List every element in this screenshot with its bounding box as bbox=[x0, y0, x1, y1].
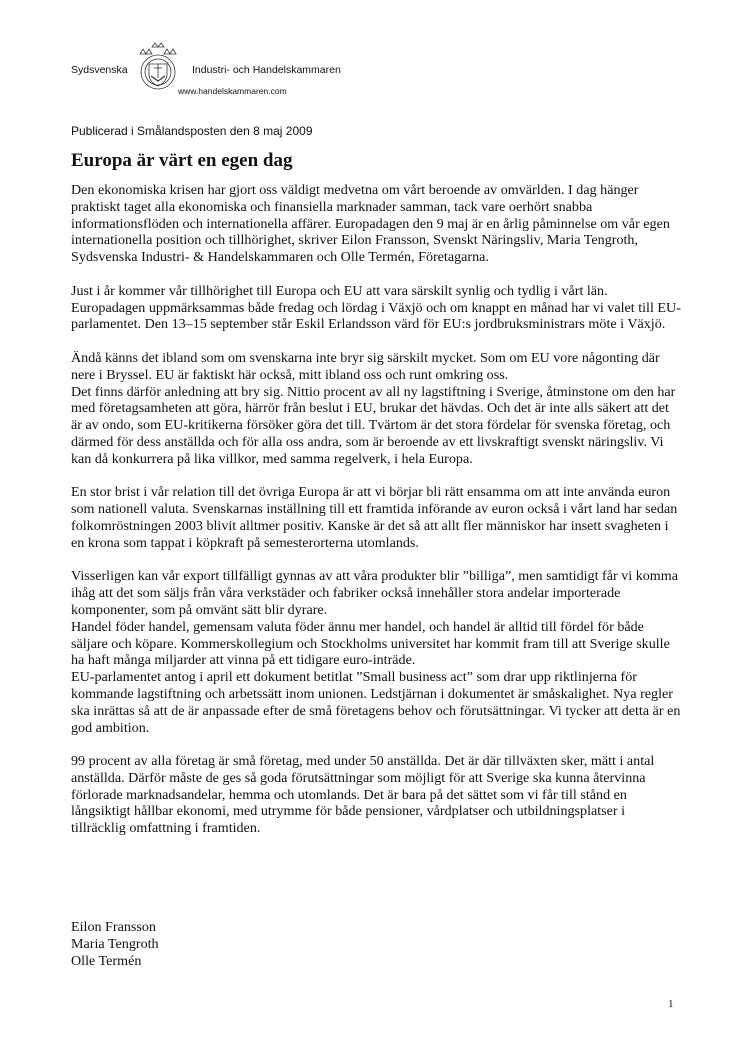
paragraph-text: En stor brist i vår relation till det övriga Europa är att vi börjar bli rätt ensamma om att inte använda euron som nationell valuta. Svenskarnas inställning till ett framtida införande av euron också i vårt land har sedan folkomröstningen 2003 blivit alltmer positiv. Kanske är det så att allt fler människor har insett svagheten i en krona som tappat i köpkraft på semesterorterna utomlands. bbox=[71, 484, 678, 551]
signature-name: Olle Termén bbox=[71, 952, 142, 969]
paragraph bbox=[71, 350, 681, 468]
paragraph bbox=[71, 753, 681, 837]
paragraph-text: 99 procent av alla företag är små företag, med under 50 anställda. Det är där tillväxten sker, mätt i antal anställda. Därför måste de ges så goda förutsättningar som möjligt för att Sverige ska kunna återvinna förlorade marknadsandelar, hemma och utomlands. Det är bara på det sättet som vi får till stånd en långsiktigt hållbar ekonomi, med utrymme för både pensioner, vårdplatser och utbildningsplatser i tillräcklig omfattning i framtiden. bbox=[71, 753, 655, 837]
paragraph-text: Ändå känns det ibland som om svenskarna inte bryr sig särskilt mycket. Som om EU vore någonting där nere i Bryssel. EU är faktiskt här också, mitt ibland oss och runt omkring oss. bbox=[71, 349, 660, 383]
paragraph-text: EU-parlamentet antog i april ett dokument betitlat ”Small business act” som drar upp riktlinjerna för kommande lagstiftning och arbetssätt inom unionen. Ledstjärnan i dokumentet är småskalighet. Nya regler ska inrättas så att de är anpassade efter de små företagens behov och förutsättningar. Vi tycker att detta är en god ambition. bbox=[71, 669, 681, 736]
article-title: Europa är värt en egen dag bbox=[71, 150, 293, 171]
signature-name: Maria Tengroth bbox=[71, 935, 159, 952]
letterhead bbox=[71, 40, 471, 100]
paragraph bbox=[71, 182, 681, 266]
paragraph-text: Det finns därför anledning att bry sig. Nittio procent av all ny lagstiftning i Sverige, åtminstone om den har med företagsamheten att göra, härrör från beslut i EU, brukar det hävdas. Och det är inte alls säkert att det är av ondo, som EU-kritikerna försöker göra det till. Tvärtom är det stora fördelar för svenska företag, och därmed för dess anställda och för alla oss andra, som är beroende av ett livskraftigt svenskt näringsliv. Vi kan då konkurrera på lika villkor, med samma regelverk, i hela Europa. bbox=[71, 383, 676, 467]
publication-note: Publicerad i Smålandsposten den 8 maj 2009 bbox=[71, 124, 313, 138]
paragraph-text: Visserligen kan vår export tillfälligt gynnas av att våra produkter blir ”billiga”, men samtidigt får vi komma ihåg att det som säljs från våra verkstäder och fabriker också innehåller stora andelar importerade komponenter, som på omvänt sätt blir dyrare. bbox=[71, 568, 678, 618]
paragraph bbox=[71, 283, 681, 333]
paragraph-text: Handel föder handel, gemensam valuta föder ännu mer handel, och handel är alltid till fördel för både säljare och köpare. Kommerskollegium och Stockholms universitet har kommit fram till att Sverige skulle ha haft många miljarder att vinna på ett tidigare euro-inträde. bbox=[71, 618, 670, 669]
paragraph bbox=[71, 484, 681, 551]
signature-name: Eilon Fransson bbox=[71, 919, 156, 935]
paragraph bbox=[71, 568, 681, 736]
signatures bbox=[71, 919, 159, 969]
article-body bbox=[71, 182, 681, 854]
paragraph-text: Just i år kommer vår tillhörighet till Europa och EU att vara särskilt synlig och tydlig i vårt län. Europadagen uppmärksammas både fredag och lördag i Växjö och om knappt en månad har vi valet till EU-parlamentet. Den 13–15 september står Eskil Erlandsson värd för EU:s jordbruksministrars möte i Växjö. bbox=[71, 282, 681, 333]
org-name-left: Sydsvenska bbox=[71, 64, 128, 76]
paragraph-text: Den ekonomiska krisen har gjort oss väldigt medvetna om vårt beroende av omvärlden. I dag hänger praktiskt taget alla ekonomiska och finansiella marknader samman, tack vare oerhört snabba informationsflöden och internationella affärer. Europadagen den 9 maj är en årlig påminnelse om vår egen internationella position och tillhörighet, skriver Eilon Fransson, Svenskt Näringsliv, Maria Tengroth, Sydsvenska Industri- & Handelskammaren och Olle Termén, Företagarna. bbox=[71, 182, 670, 266]
page-number: 1 bbox=[668, 998, 674, 1010]
org-website: www.handelskammaren.com bbox=[178, 86, 287, 96]
crest-icon bbox=[134, 42, 182, 94]
org-name-right: Industri- och Handelskammaren bbox=[192, 64, 341, 76]
